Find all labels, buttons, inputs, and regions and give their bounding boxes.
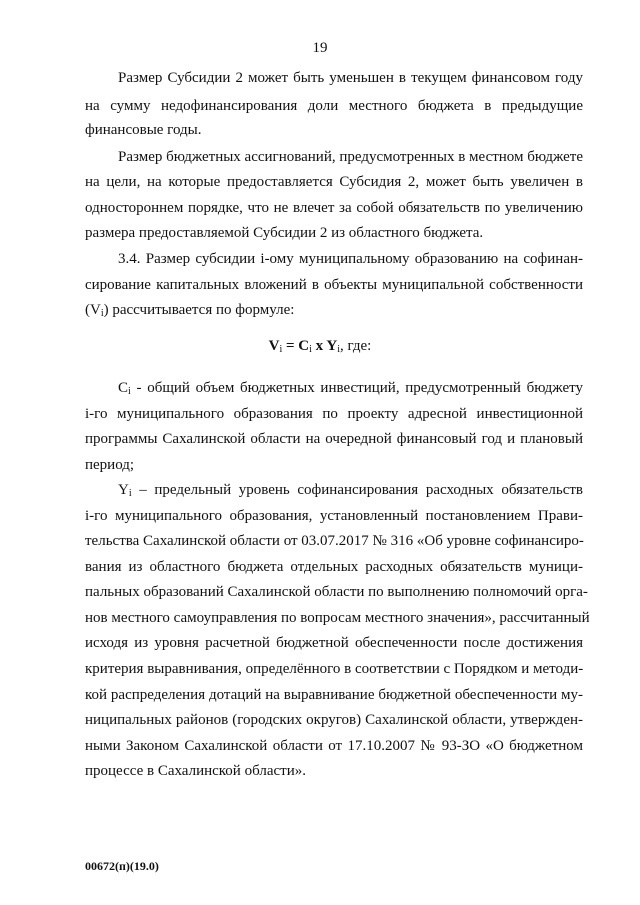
formula-sub: i <box>279 344 283 355</box>
paragraph-line: финансовые годы. <box>85 122 202 138</box>
paragraph-line: Размер бюджетных ассигнований, предусмотренных в местном бюджете <box>118 149 584 165</box>
definition-line: пальных образований Сахалинской области по выполнению полномочий орга- <box>85 584 588 600</box>
definition-line: период; <box>85 457 135 473</box>
paragraph-text: рассчитывается по формуле: <box>112 302 295 318</box>
formula-x-y: x Y <box>311 338 338 354</box>
formula-sub: i <box>309 344 312 355</box>
definition-line: вания из областного бюджета отдельных расходных обязательств муници- <box>85 559 583 575</box>
definition-line: i-го муниципального образования, установленный постановлением Прави- <box>85 508 583 524</box>
paragraph-line: 3.4. Размер субсидии i-ому муниципальному образованию на софинан- <box>118 251 583 267</box>
subscript-i: i <box>100 308 104 319</box>
paragraph-line: Размер Субсидии 2 может быть уменьшен в текущем финансовом году <box>118 70 583 86</box>
definition-line: исходя из уровня расчетной бюджетной обеспеченности после достижения <box>85 635 583 651</box>
formula-sub: i <box>337 344 340 355</box>
definition-symbol: C <box>118 380 129 396</box>
definition-line: программы Сахалинской области на очередной финансовый год и плановый <box>85 431 583 447</box>
paragraph-line <box>85 300 294 320</box>
formula-tail: , где: <box>339 338 372 354</box>
definition-line: процессе в Сахалинской области». <box>85 763 306 779</box>
paragraph-line: одностороннем порядке, что не влечет за собой обязательств по увеличению <box>85 200 583 216</box>
definition-symbol: Y <box>118 482 129 498</box>
definition-line <box>118 378 583 398</box>
definition-line: ными Законом Сахалинской области от 17.10.2007 № 93-ЗО «О бюджетном <box>85 738 583 754</box>
closing-paren: ) <box>103 302 109 318</box>
formula-eq-c: = C <box>282 338 310 354</box>
definition-line: критерия выравнивания, определённого в соответствии с Порядком и методи- <box>85 661 584 677</box>
definition-sub: i <box>128 386 131 397</box>
definition-line: ниципальных районов (городских округов) Сахалинской области, утвержден- <box>85 712 583 728</box>
paragraph-line: размера предоставляемой Субсидии 2 из областного бюджета. <box>85 225 484 241</box>
definition-text: - общий объем бюджетных инвестиций, предусмотренный бюджету <box>130 380 583 396</box>
paragraph-line: сирование капитальных вложений в объекты муниципальной собственности <box>85 277 583 293</box>
definition-sub: i <box>128 488 132 499</box>
document-code: 00672(п)(19.0) <box>85 859 159 873</box>
definition-line: i-го муниципального образования по проекту адресной инвестиционной <box>85 406 583 422</box>
definition-line: тельства Сахалинской области от 03.07.2017 № 316 «Об уровне софинансиро- <box>85 533 584 549</box>
definition-line <box>118 480 583 500</box>
formula-v: V <box>268 338 280 354</box>
paragraph-line: на цели, на которые предоставляется Субсидия 2, может быть увеличен в <box>85 174 583 190</box>
definition-text: – предельный уровень софинансирования расходных обязательств <box>131 482 583 498</box>
definition-line: нов местного самоуправления по вопросам местного значения», рассчитанный <box>85 610 590 626</box>
paragraph-line: на сумму недофинансирования доли местного бюджета в предыдущие <box>85 98 583 114</box>
definition-line: кой распределения дотаций на выравнивание бюджетной обеспеченности му- <box>85 687 583 703</box>
variable-v: (V <box>85 302 101 318</box>
page-number: 19 <box>312 40 328 56</box>
formula <box>0 336 640 356</box>
